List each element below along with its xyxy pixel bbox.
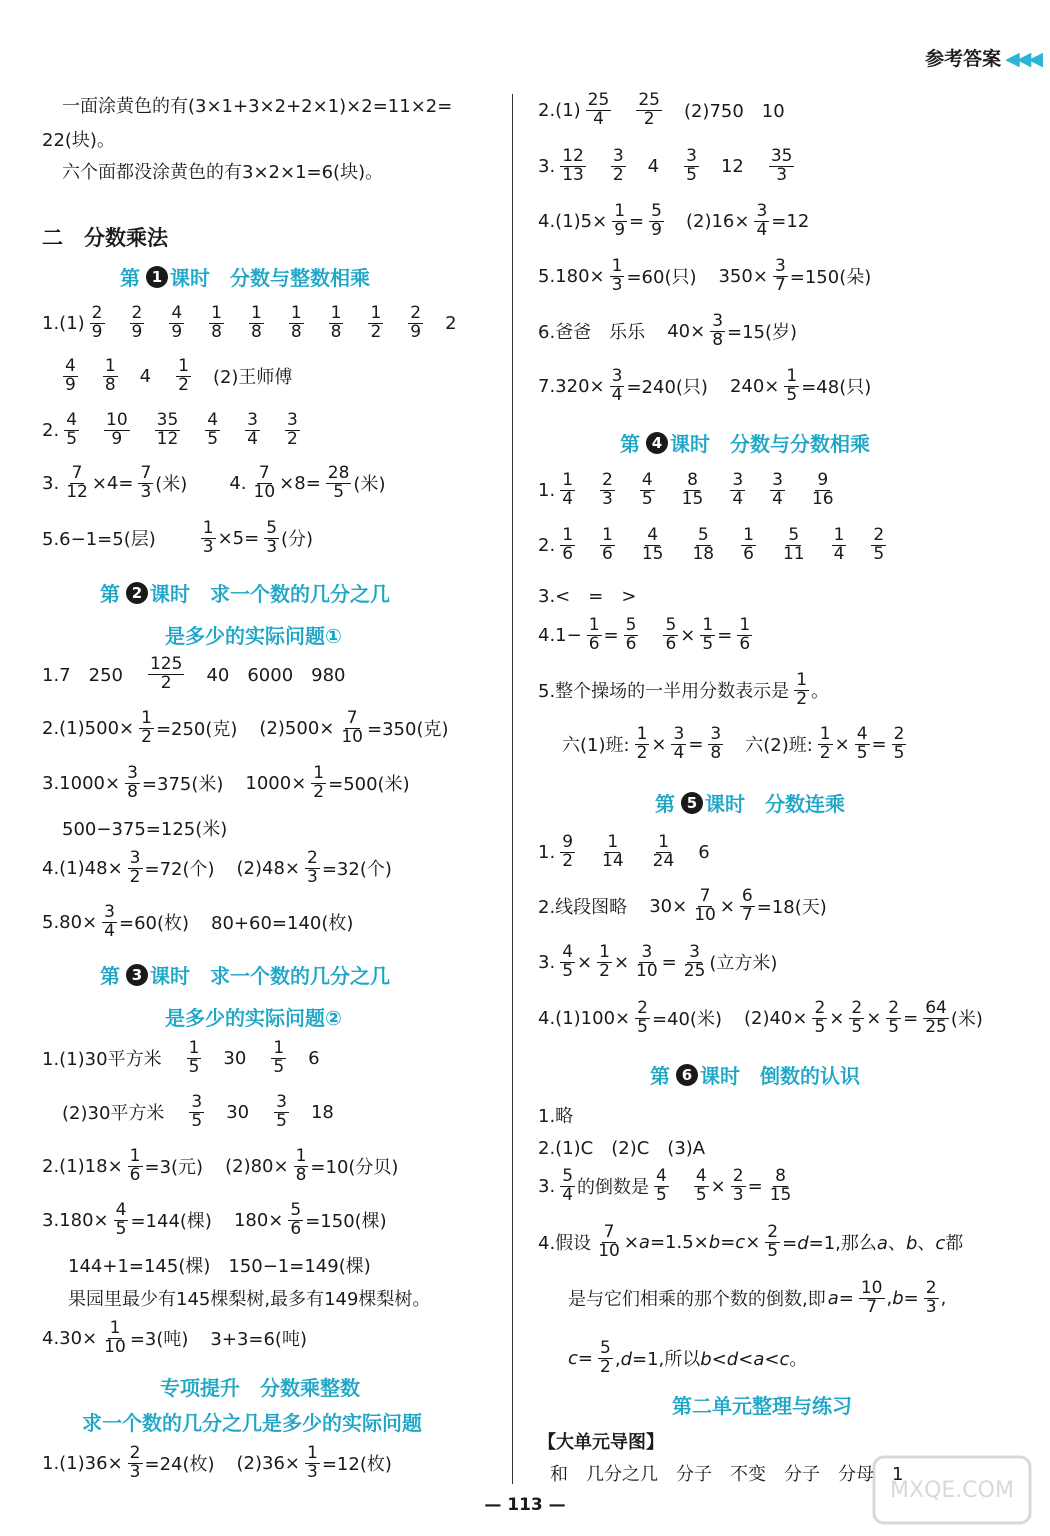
l4-q5: 5.整个操场的一半用分数表示是 1 2 。 — [538, 670, 830, 709]
intro-line-2: 22(块)。 — [42, 130, 115, 151]
l5-q1: 1. 9 2 1 14 1 24 6 — [538, 832, 710, 871]
bigmap-label: 【大单元导图】 — [538, 1432, 664, 1453]
special-title: 专项提升 分数乘整数 — [160, 1376, 360, 1400]
l1-q2: 2. 4 5 10 9 35 12 4 5 3 4 3 2 — [42, 410, 298, 449]
l3-q1-2: (2)30平方米 3 5 30 3 5 18 — [62, 1092, 334, 1131]
r-q3: 3. 12 13 3 2 4 3 5 12 35 3 — [538, 146, 793, 185]
lesson-1-title: 第 1 课时 分数与整数相乘 — [120, 266, 370, 290]
l6-q1: 1.略 — [538, 1106, 574, 1127]
l3-q3-c: 果园里最少有145棵梨树,最多有149棵梨树。 — [68, 1289, 431, 1310]
l4-q2: 2. 1 6 1 6 4 15 5 18 1 6 5 11 1 4 2 5 — [538, 525, 885, 564]
l2-q4: 4.(1)48× $\frac{3}{2}$ =72(个) (2)48× $\frac{2}{3}$ =32(个) — [42, 848, 392, 887]
l1-q1-row2: 4 9 1 8 4 1 2 (2)王师傅 — [65, 356, 293, 395]
header-title: 参考答案 ◀◀◀ — [925, 48, 1040, 70]
l5-q4: 4.(1)100× $\frac{2}{5}$ =40(米) (2)40× $\frac{2}{5}$ × $\frac{2}{5}$ × $\frac{2}{5}$ = $\frac{64}{25}$ (米) — [538, 998, 983, 1037]
r-q7: 7.320× $\frac{3}{4}$ =240(只) 240× $\frac{1}{5}$ =48(只) — [538, 366, 872, 405]
l2-q3-b: 500−375=125(米) — [62, 819, 228, 840]
l4-q4: 4.1− $\frac{1}{6}$ = $\frac{5}{6}$ $\frac{5}{6}$ × $\frac{1}{5}$ = $\frac{1}{6}$ — [538, 615, 751, 654]
l4-q1: 1. 1 4 2 3 4 5 8 15 3 4 3 4 9 16 — [538, 470, 834, 509]
l6-q3: 3. 5 4 的倒数是 4 5 $\frac{4}{5}$ × $\frac{2}{3}$ = $\frac{8}{15}$ — [538, 1166, 792, 1205]
l3-q4: 4.30× $\frac{1}{10}$ =3(吨) 3+3=6(吨) — [42, 1318, 307, 1357]
l1-q1-row1: 1.(1) 2 9 2 9 4 9 1 8 1 8 1 8 1 8 1 2 2 9 2 — [42, 303, 457, 342]
special-subtitle: 求一个数的几分之几是多少的实际问题 — [82, 1411, 422, 1435]
lesson-3-title: 第 3 课时 求一个数的几分之几 — [100, 964, 390, 988]
l2-q1: 1.7 250 125 2 40 6000 980 — [42, 654, 346, 693]
l2-q2: 2.(1)500× $\frac{1}{2}$ =250(克) (2)500× $\frac{7}{10}$ =350(克) — [42, 708, 449, 747]
l6-q4-b: 是与它们相乘的那个数的倒数,即 a= $\frac{10}{7}$ ,b= $\frac{2}{3}$ , — [568, 1278, 947, 1317]
l4-q3: 3.< = > — [538, 586, 637, 607]
arrow-decor-icon: ◀◀◀ — [1005, 48, 1040, 70]
unit-review-title: 第二单元整理与练习 — [672, 1394, 852, 1418]
r-q2: 2.(1) 25 4 25 2 (2)750 10 — [538, 90, 785, 129]
svg-text:MXQE.COM: MXQE.COM — [890, 1478, 1014, 1503]
bigmap-items: 和 几分之几 分子 不变 分子 分母 1 — [550, 1464, 904, 1485]
l3-q3-b: 144+1=145(棵) 150−1=149(棵) — [68, 1256, 371, 1277]
l3-q3: 3.180× $\frac{4}{5}$ =144(棵) 180× $\frac{5}{6}$ =150(棵) — [42, 1200, 387, 1239]
lesson-3-subtitle: 是多少的实际问题② — [165, 1006, 342, 1030]
l5-q3: 3. $\frac{4}{5}$ × $\frac{1}{2}$ × $\frac{3}{10}$ = $\frac{3}{25}$ (立方米) — [538, 942, 778, 981]
special-q1: 1.(1)36× $\frac{2}{3}$ =24(枚) (2)36× $\frac{1}{3}$ =12(枚) — [42, 1443, 392, 1482]
intro-line-3: 六个面都没涂黄色的有3×2×1=6(块)。 — [62, 162, 384, 183]
lesson-4-title: 第 4 课时 分数与分数相乘 — [620, 432, 870, 456]
column-divider — [512, 94, 513, 1484]
l3-q1-1: 1.(1)30平方米 1 5 30 1 5 6 — [42, 1038, 320, 1077]
lesson-2-title: 第 2 课时 求一个数的几分之几 — [100, 582, 390, 606]
section-title: 二 分数乘法 — [42, 226, 168, 250]
lesson-6-title: 第 6 课时 倒数的认识 — [650, 1064, 860, 1088]
l3-q2: 2.(1)18× $\frac{1}{6}$ =3(元) (2)80× $\frac{1}{8}$ =10(分贝) — [42, 1146, 399, 1185]
l1-q3-q4: 3. $\frac{7}{12}$ ×4= $\frac{7}{3}$ (米) 4. $\frac{7}{10}$ ×8= $\frac{28}{5}$ (米) — [42, 463, 386, 502]
r-q6: 6.爸爸 乐乐 40× $\frac{3}{8}$ =15(岁) — [538, 311, 798, 350]
l2-q5: 5.80× $\frac{3}{4}$ =60(枚) 80+60=140(枚) — [42, 902, 354, 941]
l2-q3: 3.1000× $\frac{3}{8}$ =375(米) 1000× $\frac{1}{2}$ =500(米) — [42, 763, 410, 802]
l6-q2: 2.(1)C (2)C (3)A — [538, 1138, 706, 1159]
l5-q2: 2.线段图略 30× $\frac{7}{10}$ × $\frac{6}{7}$ =18(天) — [538, 886, 827, 925]
l6-q4-c: c= $\frac{5}{2}$ ,d=1,所以b<d<a<c。 — [568, 1338, 808, 1377]
lesson-5-title: 第 5 课时 分数连乘 — [655, 792, 845, 816]
r-q4: 4.(1)5× $\frac{1}{9}$ = $\frac{5}{9}$ (2)16× $\frac{3}{4}$ =12 — [538, 201, 810, 240]
intro-line-1: 一面涂黄色的有(3×1+3×2+2×1)×2=11×2= — [62, 96, 453, 117]
l4-q5-b: 六(1)班: $\frac{1}{2}$ × $\frac{3}{4}$ = $\frac{3}{8}$ 六(2)班: $\frac{1}{2}$ × $\frac{4}{5}$ = $\frac{2}{5}$ — [562, 724, 905, 763]
r-q5: 5.180× $\frac{1}{3}$ =60(只) 350× $\frac{3}{7}$ =150(朵) — [538, 256, 872, 295]
l1-q5: 5.6−1=5(层) $\frac{1}{3}$ ×5= $\frac{5}{3}$ (分) — [42, 518, 314, 557]
page-number: — 113 — — [484, 1495, 566, 1515]
lesson-2-subtitle: 是多少的实际问题① — [165, 624, 342, 648]
l6-q4: 4.假设 $\frac{7}{10}$ ×a=1.5×b=c× $\frac{2}{5}$ =d=1,那么a、b、c都 — [538, 1222, 964, 1261]
